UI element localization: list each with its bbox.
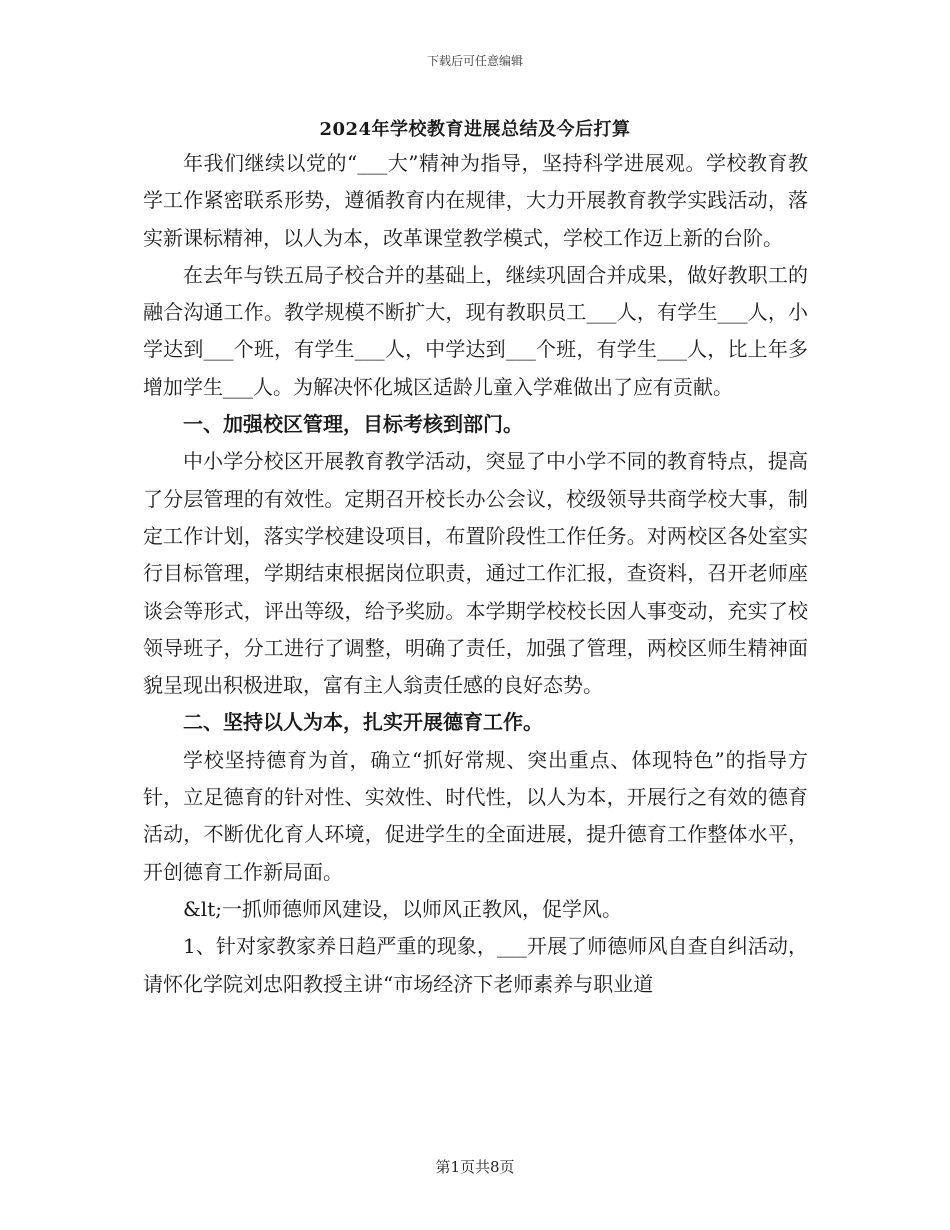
paragraph-management: 中小学分校区开展教育教学活动，突显了中小学不同的教育特点，提高了分层管理的有效性。定期召开校长办公会议，校级领导共商学校大事，制定工作计划，落实学校建设项目，布置阶段性工作任务。对两校区各处室实行目标管理，学期结束根据岗位职责，通过工作汇报，查资料，召开老师座谈会等形式，评出等级，给予奖励。本学期学校校长因人事变动，充实了校领导班子，分工进行了调整，明确了责任，加强了管理，两校区师生精神面貌呈现出积极进取，富有主人翁责任感的良好态势。 bbox=[143, 449, 808, 698]
page-header-note: 下载后可任意编辑 bbox=[426, 54, 523, 68]
document-title: 2024年学校教育进展总结及今后打算 bbox=[319, 119, 631, 140]
paragraph-moral-education: 学校坚持德育为首，确立“抓好常规、突出重点、体现特色”的指导方针，立足德育的针对性、实效性、时代性，以人为本，开展行之有效的德育活动，不断优化育人环境，促进学生的全面进展，提升德育工作整体水平，开创德育工作新局面。 bbox=[143, 747, 808, 884]
document-body bbox=[143, 145, 808, 1003]
paragraph-intro: 年我们继续以党的“___大”精神为指导，坚持科学进展观。学校教育教学工作紧密联系形势，遵循教育内在规律，大力开展教育教学实践活动，落实新课标精神，以人为本，改革课堂教学模式，学校工作迈上新的台阶。 bbox=[143, 151, 808, 250]
paragraph-item-1: 1、针对家教家养日趋严重的现象，___开展了师德师风自查自纠活动，请怀化学院刘忠阳教授主讲“市场经济下老师素养与职业道 bbox=[143, 934, 808, 996]
section-heading-2: 二、坚持以人为本，扎实开展德育工作。 bbox=[183, 710, 543, 735]
paragraph-merger: 在去年与铁五局子校合并的基础上，继续巩固合并成果，做好教职工的融合沟通工作。教学规模不断扩大，现有教职员工___人，有学生___人，小学达到___个班，有学生___人，中学达到___个班，有学生___人，比上年多增加学生___人。为解决怀化城区适龄儿童入学难做出了应有贡献。 bbox=[143, 262, 808, 399]
paragraph-teacher-ethics: &lt;一抓师德师风建设，以师风正教风，促学风。 bbox=[183, 896, 622, 921]
page-footer-page-number: 第1页共8页 bbox=[435, 1158, 515, 1176]
section-heading-1: 一、加强校区管理，目标考核到部门。 bbox=[183, 412, 523, 437]
